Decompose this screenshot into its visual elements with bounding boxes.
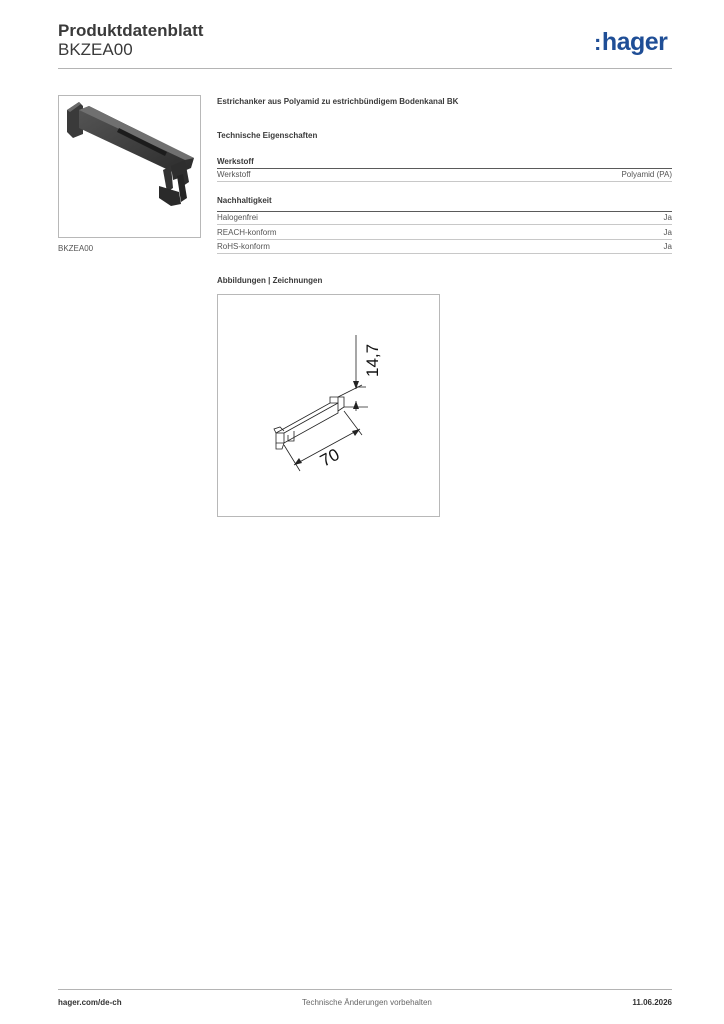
group-title-nachhaltigkeit: Nachhaltigkeit [217,196,272,205]
product-description: Estrichanker aus Polyamid zu estrichbündigem Bodenkanal BK [217,97,459,106]
footer-note: Technische Änderungen vorbehalten [302,998,432,1007]
property-label: REACH-konform [217,228,277,237]
group-title-werkstoff: Werkstoff [217,157,254,166]
logo-colon-icon: : [594,30,601,55]
product-code: BKZEA00 [58,40,133,59]
product-photo-icon [59,96,200,237]
property-label: Werkstoff [217,170,251,179]
property-label: RoHS-konform [217,242,270,251]
technical-drawing [217,294,440,517]
technical-properties-heading: Technische Eigenschaften [217,131,318,140]
property-row [217,168,672,182]
property-value: Ja [663,242,672,251]
product-image [58,95,201,238]
property-value: Ja [663,228,672,237]
property-value: Ja [663,213,672,222]
logo-text: hager [601,28,668,56]
footer-divider [58,989,672,990]
dimension-height-label: 14,7 [363,343,382,377]
row-divider [217,168,672,169]
property-value: Polyamid (PA) [621,170,672,179]
footer-website-link[interactable]: hager.com/de-ch [58,998,122,1007]
drawings-heading: Abbildungen | Zeichnungen [217,276,323,285]
dimension-length-label: 70 [316,444,343,471]
hager-logo [594,28,667,57]
header-divider [58,68,672,69]
property-label: Halogenfrei [217,213,258,222]
property-row [217,226,672,240]
row-divider [217,181,672,182]
row-divider [217,224,672,225]
document-title: Produktdatenblatt [58,21,204,40]
footer-date: 11.06.2026 [632,998,672,1007]
property-row [217,240,672,254]
row-divider [217,253,672,254]
row-divider [217,211,672,212]
dimension-drawing-icon [218,295,439,516]
property-row [217,211,672,225]
product-image-caption: BKZEA00 [58,244,94,253]
